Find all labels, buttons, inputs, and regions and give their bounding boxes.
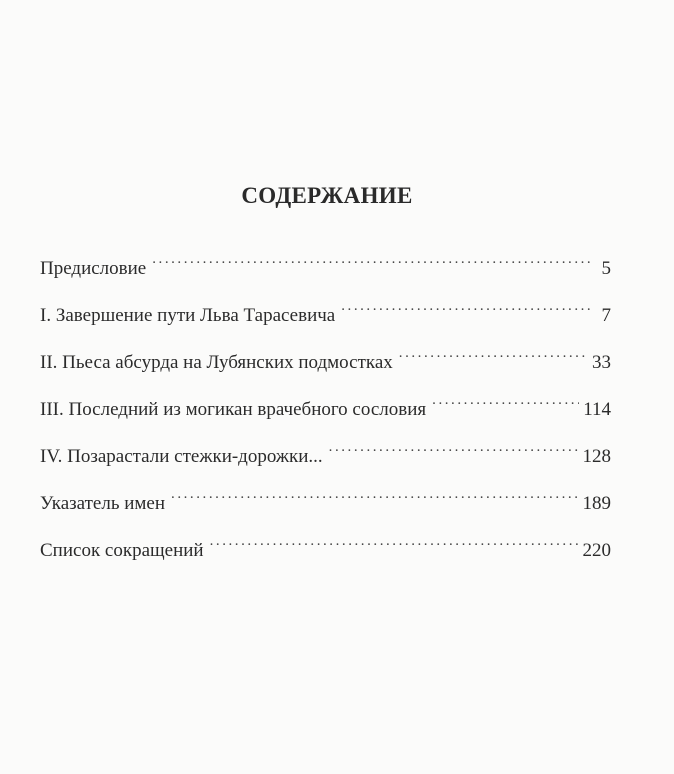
toc-entry-title: Список сокращений (40, 540, 204, 561)
toc-entry-page: 114 (583, 399, 611, 420)
toc-entry-preface (40, 250, 611, 297)
toc-entry-chapter-1 (40, 297, 611, 344)
toc-entry-title: III. Последний из могикан врачебного сословия (40, 399, 427, 420)
toc-entry-title: IV. Позарастали стежки-дорожки... (40, 446, 323, 467)
toc-entry-abbreviations (40, 532, 611, 579)
dot-leader (432, 391, 579, 415)
toc-entry-page: 189 (582, 493, 611, 514)
dot-leader (399, 344, 588, 368)
toc-entry-name-index (40, 485, 611, 532)
toc-entry-page: 5 (601, 258, 611, 279)
toc-entry-chapter-2 (40, 344, 611, 391)
toc-entry-chapter-4 (40, 438, 611, 485)
toc-entry-title: Предисловие (40, 258, 147, 279)
dot-leader (341, 297, 591, 321)
toc-entry-page: 33 (592, 352, 611, 373)
toc-entry-chapter-3 (40, 391, 611, 438)
table-of-contents (40, 250, 611, 579)
toc-entry-page: 128 (582, 446, 611, 467)
dot-leader (329, 438, 579, 462)
dot-leader (171, 485, 578, 509)
dot-leader (210, 532, 579, 556)
toc-entry-title: I. Завершение пути Льва Тарасевича (40, 305, 336, 326)
page-title: СОДЕРЖАНИЕ (241, 183, 413, 208)
toc-entry-title: II. Пьеса абсурда на Лубянских подмостках (40, 352, 393, 373)
toc-entry-page: 7 (601, 305, 611, 326)
toc-entry-page: 220 (582, 540, 611, 561)
toc-entry-title: Указатель имен (40, 493, 166, 514)
dot-leader (152, 250, 591, 274)
